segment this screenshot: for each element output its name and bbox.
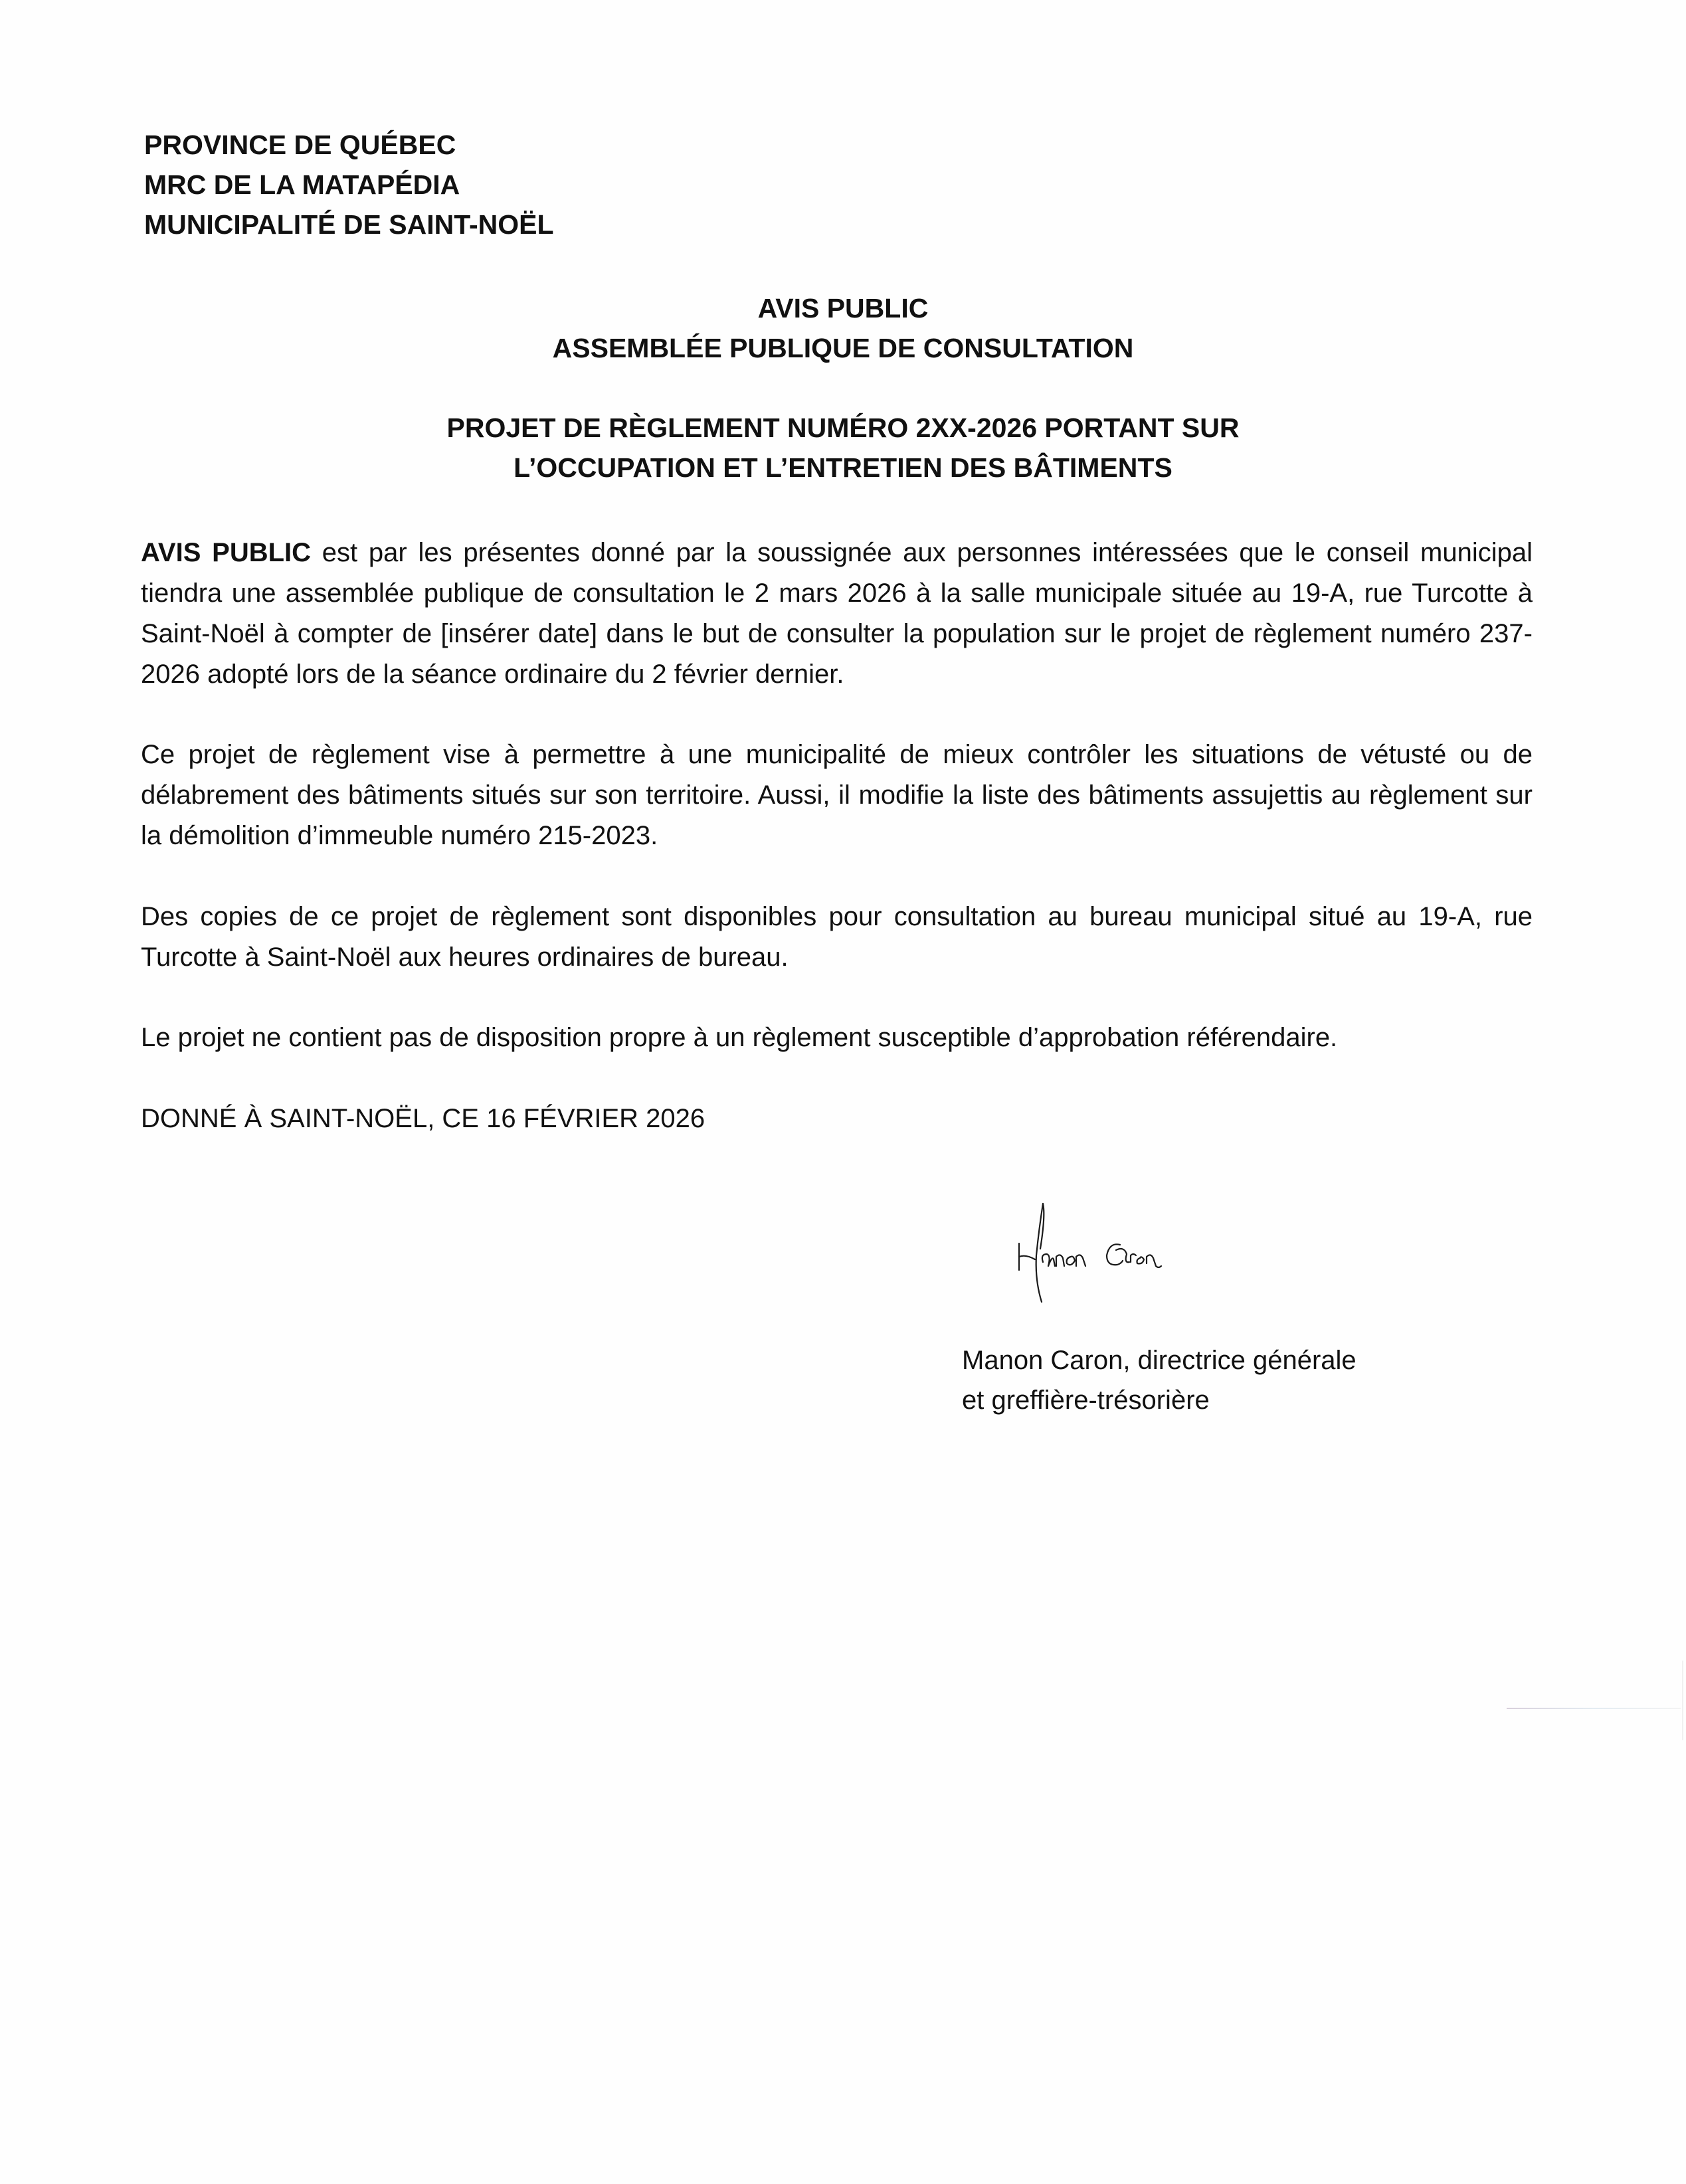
given-at-date: DONNÉ À SAINT-NOËL, CE 16 FÉVRIER 2026 — [141, 1104, 705, 1133]
scan-edge-artifact — [1682, 1661, 1683, 1740]
scan-artifact-line — [1507, 1708, 1681, 1709]
handwritten-signature — [1016, 1202, 1242, 1315]
signer-name-title: Manon Caron, directrice générale — [962, 1346, 1357, 1375]
municipality-header — [144, 125, 554, 244]
signer-block — [962, 1340, 1357, 1420]
notice-text: est par les présentes donné par la soussignée aux personnes intéressées que le conseil municipal tiendra une assemblée publique de consultation le 2 mars 2026 à la salle municipale située au 19-A, rue Turcotte à Saint-Noël à compter de [insérer date] dans le but de consulter la population sur le projet de règlement numéro 237-2026 adopté lors de la séance ordinaire du 2 février dernier. — [141, 538, 1533, 689]
signer-title-cont: et greffière-trésorière — [962, 1386, 1210, 1415]
bylaw-title-line-1: PROJET DE RÈGLEMENT NUMÉRO 2XX-2026 PORTANT SUR — [446, 412, 1240, 443]
notice-subheading: ASSEMBLÉE PUBLIQUE DE CONSULTATION — [552, 333, 1134, 363]
notice-heading: AVIS PUBLIC — [757, 293, 929, 323]
bylaw-title-line-2: L’OCCUPATION ET L’ENTRETIEN DES BÂTIMENTS — [514, 452, 1172, 483]
paragraph-notice — [141, 533, 1533, 695]
paragraph-referendum: Le projet ne contient pas de disposition propre à un règlement susceptible d’approbation référendaire. — [141, 1023, 1338, 1052]
header-province: PROVINCE DE QUÉBEC — [144, 130, 456, 160]
paragraph-copies: Des copies de ce projet de règlement sont disponibles pour consultation au bureau municipal situé au 19-A, rue Turcotte à Saint-Noël aux heures ordinaires de bureau. — [141, 902, 1533, 972]
header-mrc: MRC DE LA MATAPÉDIA — [144, 169, 460, 200]
header-municipality: MUNICIPALITÉ DE SAINT-NOËL — [144, 209, 554, 240]
notice-title — [0, 288, 1686, 368]
notice-lead: AVIS PUBLIC — [141, 538, 312, 567]
paragraph-purpose: Ce projet de règlement vise à permettre à une municipalité de mieux contrôler les situations de vétusté ou de délabrement des bâtiments situés sur son territoire. Aussi, il modifie la liste des bâtiments assujettis au règlement sur la démolition d’immeuble numéro 215-2023. — [141, 740, 1533, 850]
bylaw-title — [0, 408, 1686, 488]
